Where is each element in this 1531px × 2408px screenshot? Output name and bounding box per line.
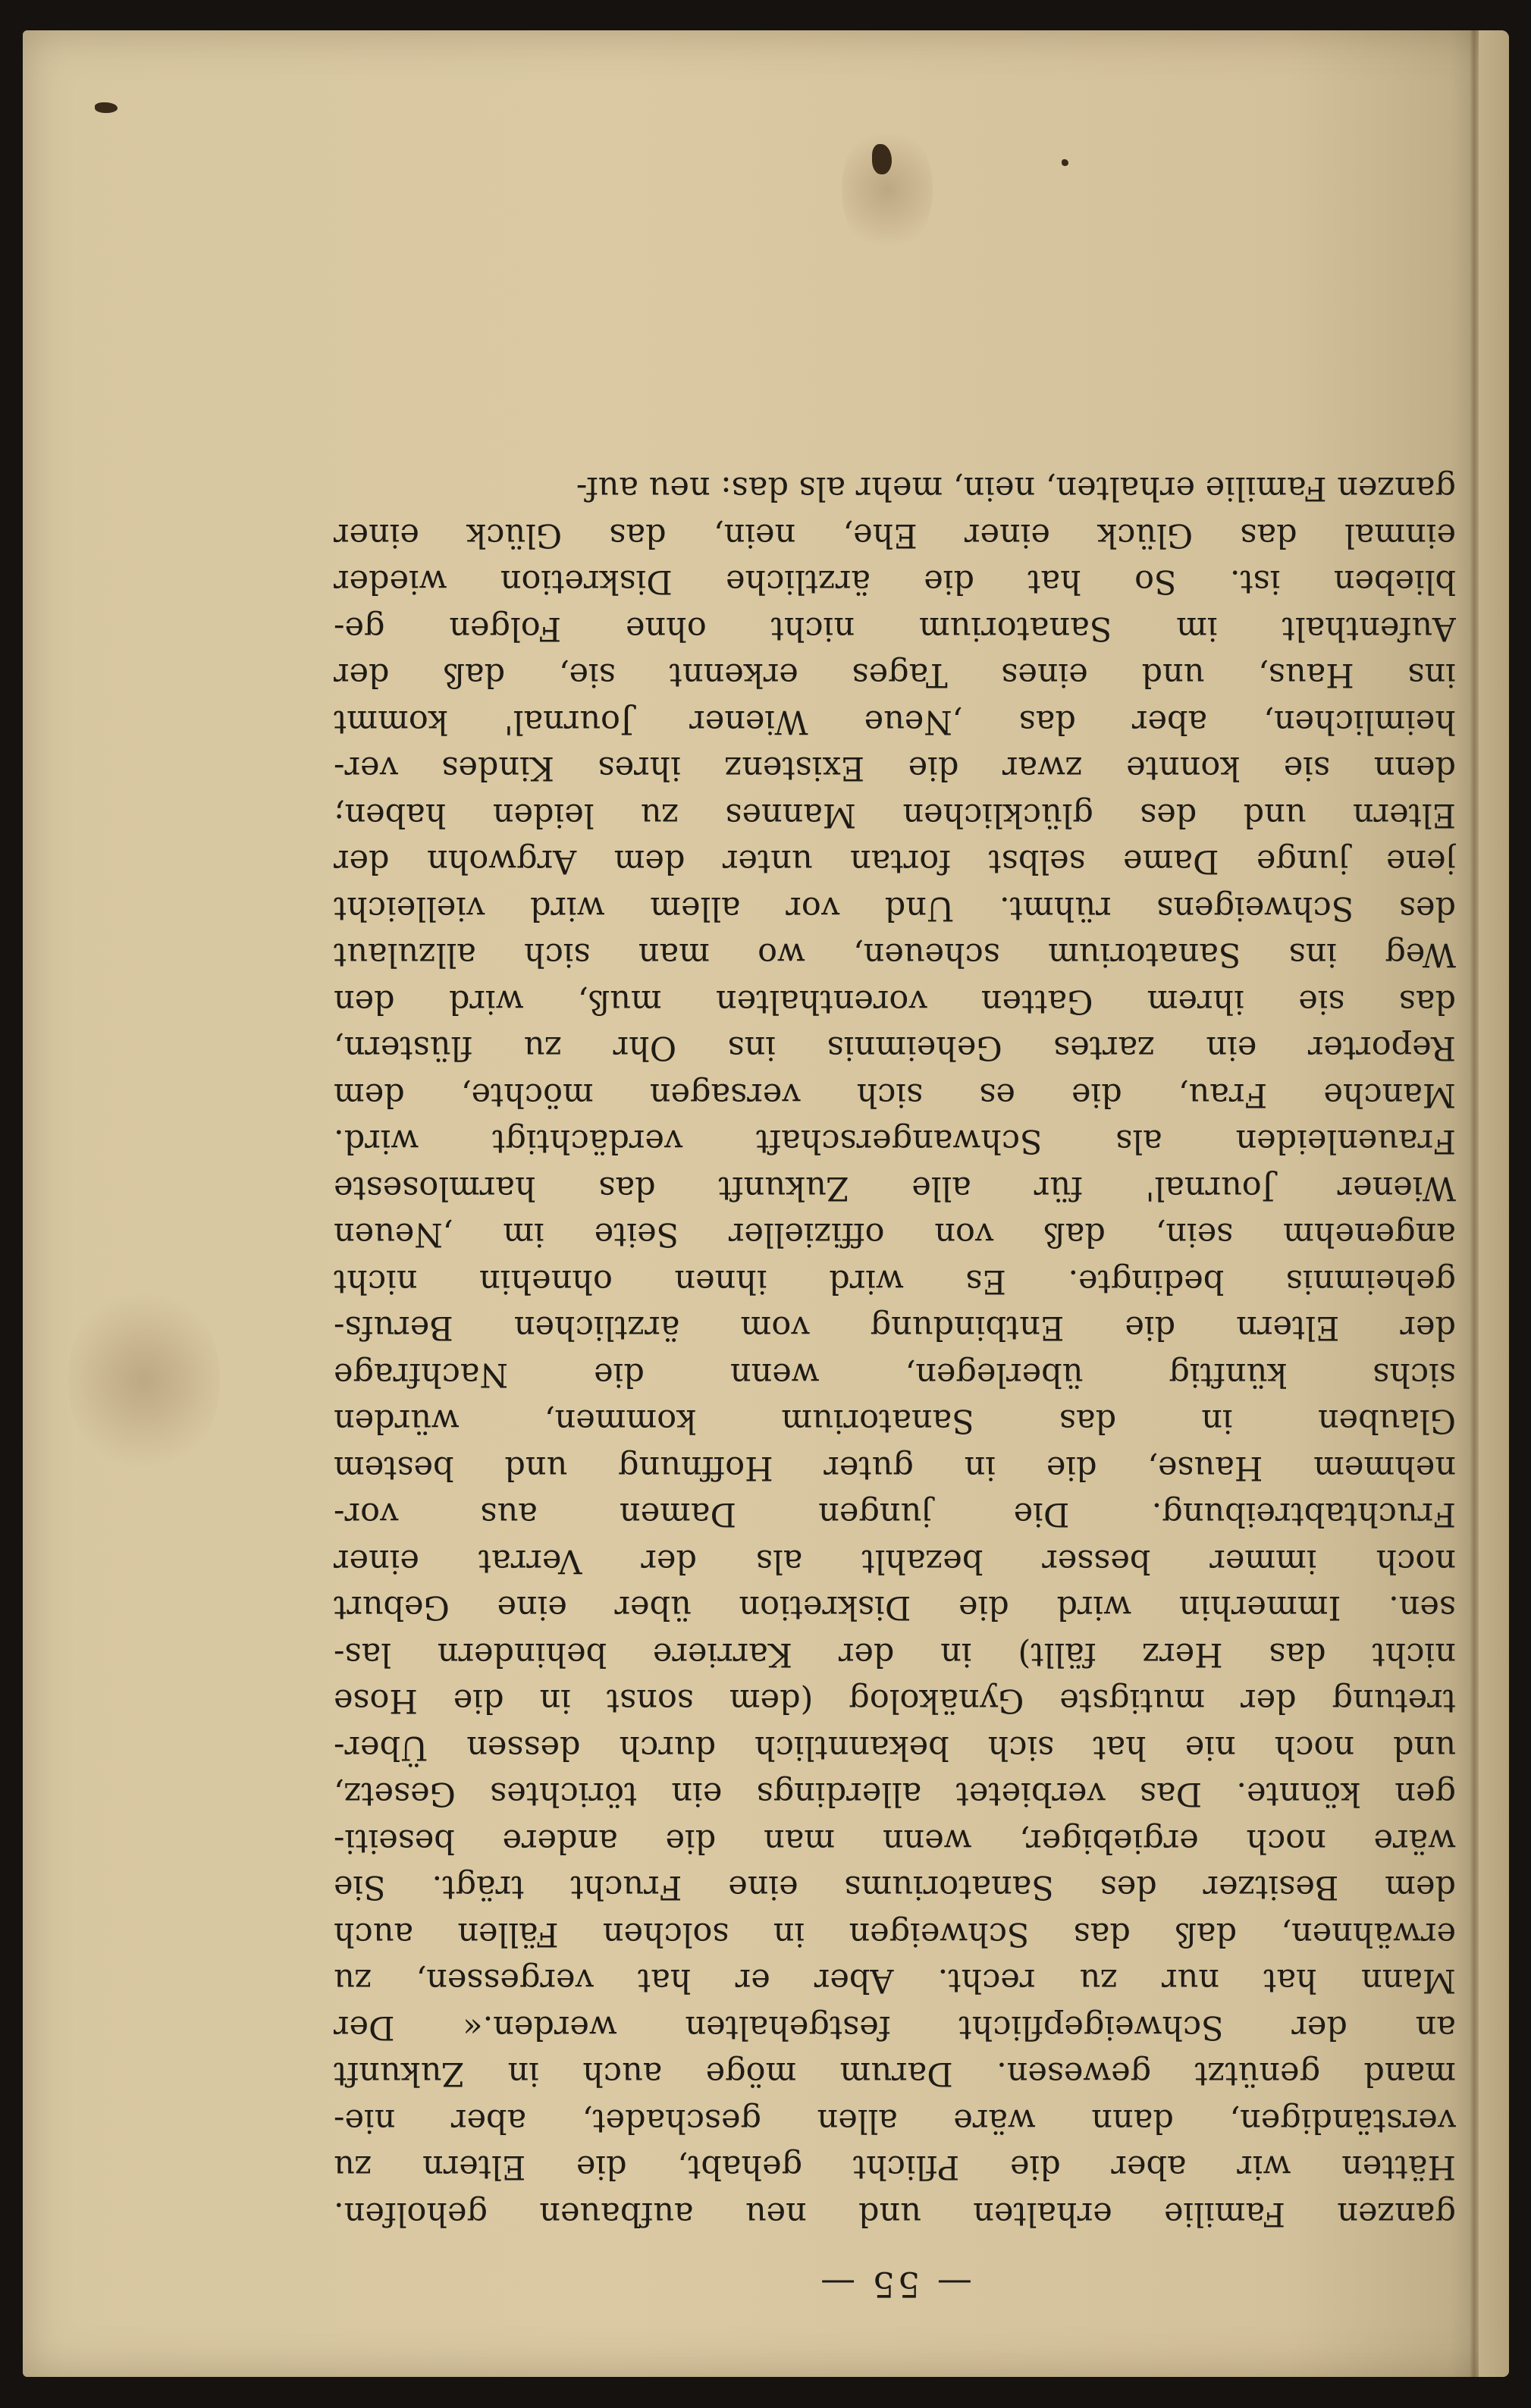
book-page <box>23 30 1509 2377</box>
text-line: Reporter ein zartes Geheimnis ins Ohr zu flüstern, <box>334 1029 1456 1068</box>
paper-stain <box>842 121 933 258</box>
text-line: das sie ihrem Gatten vorenthalten muß, wird den <box>334 983 1456 1021</box>
text-line: jene junge Dame selbst fortan unter dem Argwohn der <box>334 842 1456 881</box>
upside-down-text-block <box>334 409 1456 2305</box>
text-line: verständigen, dann wäre allen geschadet, aber nie- <box>334 2102 1456 2140</box>
text-line: an der Schweigepflicht festgehalten werden.« Der <box>334 2008 1456 2046</box>
ink-blot <box>872 144 892 174</box>
text-line: gen könnte. Das verbietet allerdings ein törichtes Gesetz, <box>334 1775 1456 1814</box>
text-line: heimlichen, aber das ‚Neue Wiener Journal' kommt <box>334 703 1456 741</box>
text-line: denn sie konnte zwar die Existenz ihres Kindes ver- <box>334 749 1456 788</box>
text-line: Aufenthalt im Sanatorium nicht ohne Folgen ge- <box>334 610 1456 647</box>
text-line: Eltern und des glücklichen Mannes zu leiden haben; <box>334 796 1456 834</box>
text-line: dem Besitzer des Sanatoriums eine Frucht trägt. Sie <box>334 1868 1456 1907</box>
text-line: wäre noch ergiebiger, wenn man die andere beseiti- <box>334 1822 1456 1860</box>
text-line: Fruchtabtreibung. Die jungen Damen aus vor- <box>334 1495 1456 1534</box>
text-line: Wiener Journal' für alle Zukunft das harmloseste <box>334 1169 1456 1207</box>
text-line: der Eltern die Entbindung vom ärztlichen Berufs- <box>334 1309 1456 1347</box>
text-line: Frauenleiden als Schwangerschaft verdächtigt wird. <box>334 1122 1456 1161</box>
text-line: angenehm sein, daß von offizieller Seite im ‚Neuen <box>334 1215 1456 1254</box>
text-line: einmal das Glück einer Ehe, nein, das Glück einer <box>334 516 1456 554</box>
spine-fold <box>1470 30 1479 2377</box>
ink-blot <box>1062 159 1068 166</box>
page-edge <box>1479 30 1509 2377</box>
body-text <box>334 465 1456 2237</box>
text-line: nicht das Herz fällt) in der Karriere behindern las- <box>334 1635 1456 1673</box>
text-line: tretung der mutigste Gynäkolog (dem sonst in die Hose <box>334 1682 1456 1720</box>
text-line: Hätten wir aber die Pflicht gehabt, die Eltern zu <box>334 2148 1456 2187</box>
text-line: mand genützt gewesen. Darum möge auch in Zukunft <box>334 2055 1456 2093</box>
page-number: — 55 — <box>817 2264 972 2305</box>
text-line: und noch nie hat sich bekanntlich durch dessen Über- <box>334 1729 1456 1767</box>
text-line: ganzen Familie erhalten und neu aufbauen geholfen. <box>334 2195 1456 2233</box>
text-line: Weg ins Sanatorium scheuen, wo man sich allzulaut <box>334 936 1456 974</box>
text-line: blieben ist. So hat die ärztliche Diskretion wieder <box>334 563 1456 601</box>
paper-stain <box>68 1281 220 1478</box>
text-line: geheimnis bedingte. Es wird ihnen ohnehin nicht <box>334 1262 1456 1300</box>
text-line: Mann hat nur zu recht. Aber er hat vergessen, zu <box>334 1961 1456 2000</box>
text-line: Glauben in das Sanatorium kommen, würden <box>334 1402 1456 1441</box>
ink-blot <box>95 102 118 113</box>
text-line: sichs künftig überlegen, wenn die Nachfrage <box>334 1356 1456 1394</box>
text-line: sen. Immerhin wird die Diskretion über eine Geburt <box>334 1588 1456 1627</box>
text-line: ganzen Familie erhalten, nein, mehr als das: neu auf- <box>576 469 1456 508</box>
text-line: noch immer besser bezahlt als der Verrat einer <box>334 1542 1456 1580</box>
text-line: Manche Frau, die es sich versagen möchte, dem <box>334 1076 1456 1114</box>
text-line: nehmem Hause, die in guter Hoffnung und bestem <box>334 1449 1456 1487</box>
text-line: des Schweigens rühmt. Und vor allem wird vielleicht <box>334 889 1456 927</box>
text-line: erwähnen, daß das Schweigen in solchen Fällen auch <box>334 1915 1456 1953</box>
text-line: ins Haus, und eines Tages erkennt sie, daß der <box>334 656 1456 694</box>
